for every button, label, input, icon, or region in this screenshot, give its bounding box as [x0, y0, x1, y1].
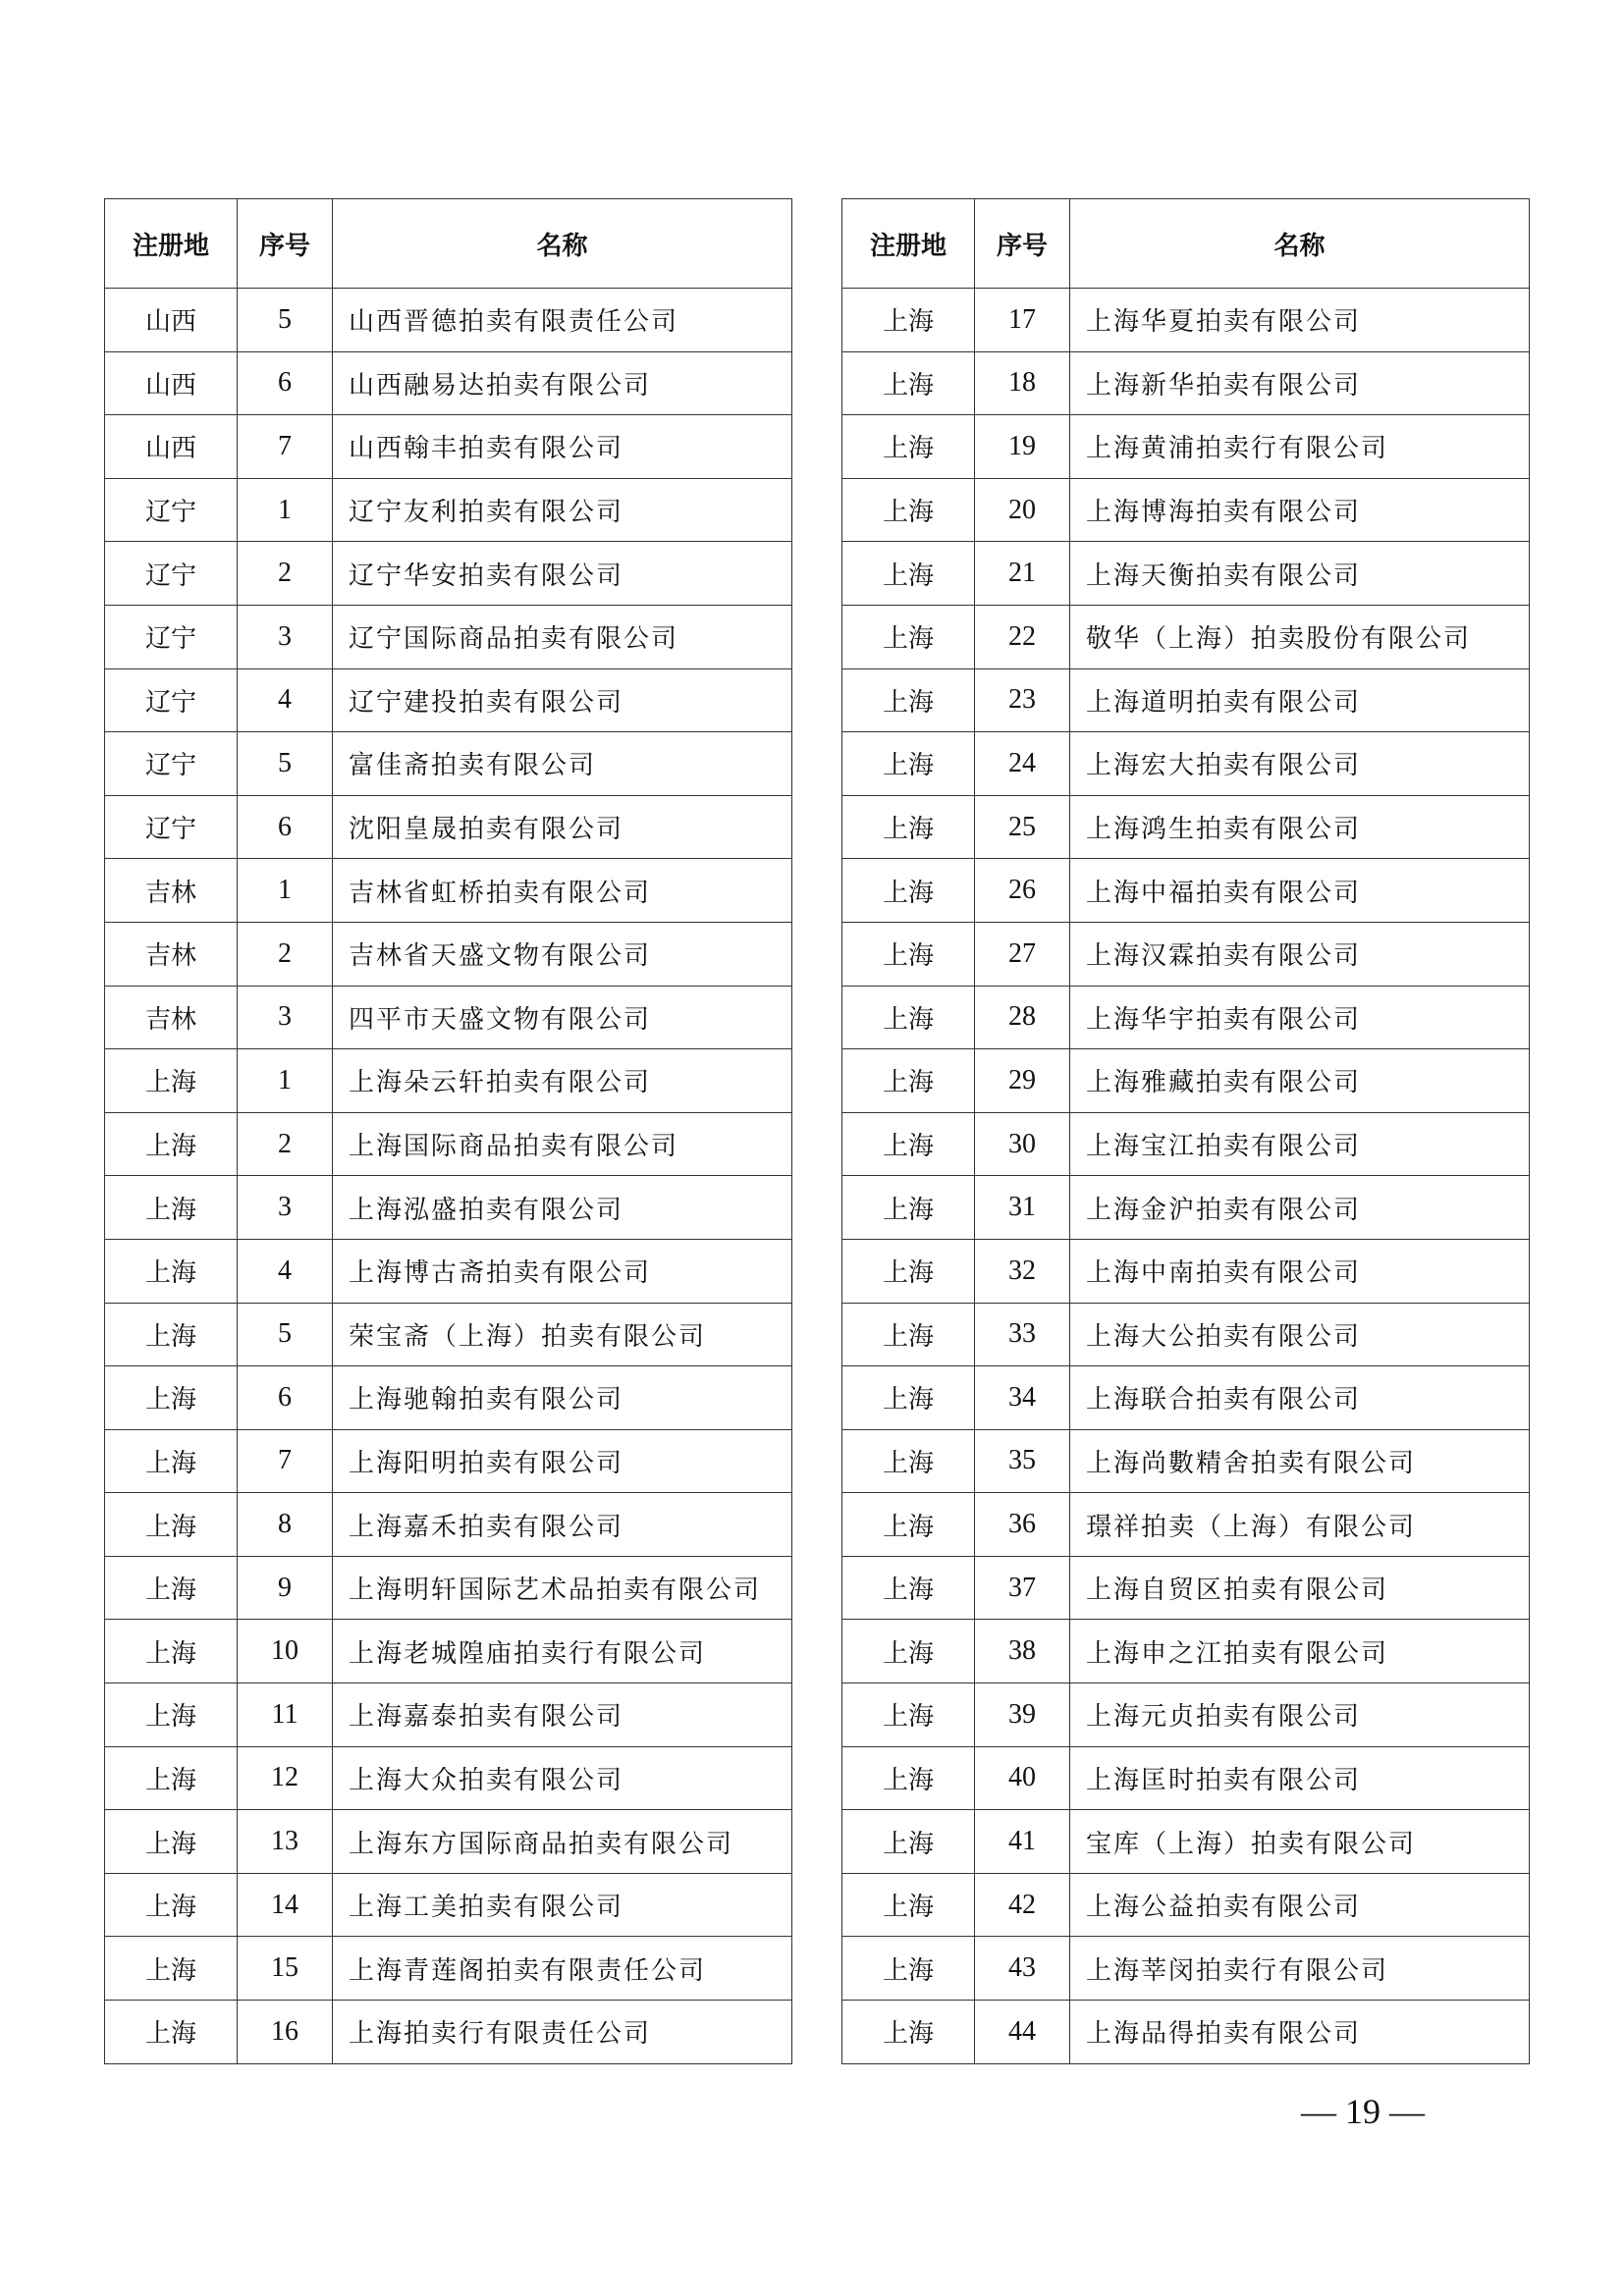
cell-company-name: 上海大公拍卖有限公司	[1070, 1303, 1530, 1366]
table-row	[842, 732, 1530, 796]
cell-company-name: 上海道明拍卖有限公司	[1070, 668, 1530, 732]
cell-company-name: 山西融易达拍卖有限公司	[333, 351, 792, 415]
cell-company-name: 上海泓盛拍卖有限公司	[333, 1176, 792, 1240]
cell-number: 22	[975, 605, 1070, 668]
cell-company-name: 上海阳明拍卖有限公司	[333, 1429, 792, 1493]
cell-number: 12	[238, 1746, 333, 1810]
cell-company-name: 吉林省虹桥拍卖有限公司	[333, 859, 792, 923]
cell-number: 27	[975, 922, 1070, 986]
cell-number: 32	[975, 1239, 1070, 1303]
header-region: 注册地	[105, 199, 238, 289]
table-row	[842, 478, 1530, 542]
cell-number: 16	[238, 2001, 333, 2064]
cell-region: 上海	[105, 1556, 238, 1620]
cell-region: 上海	[105, 1746, 238, 1810]
cell-company-name: 上海工美拍卖有限公司	[333, 1873, 792, 1937]
cell-company-name: 上海尚數精舍拍卖有限公司	[1070, 1429, 1530, 1493]
page-number: — 19 —	[1301, 2092, 1425, 2131]
table-row	[105, 1556, 792, 1620]
cell-number: 30	[975, 1112, 1070, 1176]
cell-region: 上海	[842, 478, 975, 542]
cell-company-name: 吉林省天盛文物有限公司	[333, 922, 792, 986]
cell-company-name: 辽宁友利拍卖有限公司	[333, 478, 792, 542]
table-row	[105, 1620, 792, 1683]
cell-company-name: 上海嘉泰拍卖有限公司	[333, 1683, 792, 1747]
table-row	[105, 1810, 792, 1874]
right-table-header-row	[842, 199, 1530, 289]
cell-number: 35	[975, 1429, 1070, 1493]
cell-region: 上海	[105, 1049, 238, 1113]
cell-company-name: 上海自贸区拍卖有限公司	[1070, 1556, 1530, 1620]
cell-number: 36	[975, 1493, 1070, 1557]
cell-region: 上海	[842, 1746, 975, 1810]
cell-company-name: 辽宁华安拍卖有限公司	[333, 542, 792, 606]
cell-company-name: 上海华夏拍卖有限公司	[1070, 289, 1530, 352]
header-region: 注册地	[842, 199, 975, 289]
table-row	[842, 1556, 1530, 1620]
cell-region: 山西	[105, 415, 238, 479]
cell-region: 上海	[105, 1239, 238, 1303]
cell-region: 上海	[842, 2001, 975, 2064]
cell-number: 26	[975, 859, 1070, 923]
cell-company-name: 上海博古斋拍卖有限公司	[333, 1239, 792, 1303]
table-row	[842, 1873, 1530, 1937]
table-row	[842, 1112, 1530, 1176]
cell-number: 14	[238, 1873, 333, 1937]
cell-number: 5	[238, 732, 333, 796]
cell-company-name: 上海宏大拍卖有限公司	[1070, 732, 1530, 796]
table-row	[105, 922, 792, 986]
cell-number: 23	[975, 668, 1070, 732]
cell-region: 上海	[842, 732, 975, 796]
table-row	[105, 1873, 792, 1937]
table-row	[842, 542, 1530, 606]
cell-number: 44	[975, 2001, 1070, 2064]
cell-number: 2	[238, 922, 333, 986]
left-table-header-row	[105, 199, 792, 289]
table-row	[105, 2001, 792, 2064]
cell-number: 4	[238, 1239, 333, 1303]
cell-company-name: 上海明轩国际艺术品拍卖有限公司	[333, 1556, 792, 1620]
cell-number: 6	[238, 351, 333, 415]
table-row	[842, 859, 1530, 923]
table-row	[842, 605, 1530, 668]
cell-number: 28	[975, 986, 1070, 1049]
cell-company-name: 上海嘉禾拍卖有限公司	[333, 1493, 792, 1557]
cell-number: 31	[975, 1176, 1070, 1240]
cell-number: 1	[238, 1049, 333, 1113]
cell-number: 6	[238, 795, 333, 859]
left-table	[104, 198, 792, 2064]
cell-company-name: 辽宁建投拍卖有限公司	[333, 668, 792, 732]
header-name: 名称	[1070, 199, 1530, 289]
cell-company-name: 上海博海拍卖有限公司	[1070, 478, 1530, 542]
table-row	[105, 1937, 792, 2001]
cell-region: 上海	[105, 1620, 238, 1683]
cell-company-name: 上海联合拍卖有限公司	[1070, 1366, 1530, 1430]
header-name: 名称	[333, 199, 792, 289]
table-row	[842, 1429, 1530, 1493]
table-row	[105, 1683, 792, 1747]
cell-company-name: 沈阳皇晟拍卖有限公司	[333, 795, 792, 859]
cell-company-name: 上海新华拍卖有限公司	[1070, 351, 1530, 415]
cell-region: 辽宁	[105, 795, 238, 859]
cell-number: 41	[975, 1810, 1070, 1874]
cell-number: 21	[975, 542, 1070, 606]
cell-number: 2	[238, 1112, 333, 1176]
table-row	[105, 1746, 792, 1810]
table-row	[842, 2001, 1530, 2064]
cell-region: 辽宁	[105, 478, 238, 542]
cell-company-name: 上海华宇拍卖有限公司	[1070, 986, 1530, 1049]
right-table-body	[842, 289, 1530, 2064]
cell-company-name: 上海天衡拍卖有限公司	[1070, 542, 1530, 606]
right-table	[841, 198, 1530, 2064]
cell-number: 17	[975, 289, 1070, 352]
table-row	[105, 1303, 792, 1366]
cell-number: 7	[238, 1429, 333, 1493]
cell-region: 上海	[105, 1683, 238, 1747]
cell-company-name: 敬华（上海）拍卖股份有限公司	[1070, 605, 1530, 668]
table-row	[105, 478, 792, 542]
table-row	[842, 1049, 1530, 1113]
cell-region: 上海	[842, 668, 975, 732]
cell-company-name: 上海品得拍卖有限公司	[1070, 2001, 1530, 2064]
table-row	[105, 1176, 792, 1240]
cell-region: 上海	[842, 1620, 975, 1683]
cell-region: 上海	[842, 1112, 975, 1176]
cell-number: 11	[238, 1683, 333, 1747]
table-row	[105, 1429, 792, 1493]
cell-company-name: 上海申之江拍卖有限公司	[1070, 1620, 1530, 1683]
cell-region: 辽宁	[105, 542, 238, 606]
cell-company-name: 上海雅藏拍卖有限公司	[1070, 1049, 1530, 1113]
cell-region: 辽宁	[105, 732, 238, 796]
cell-number: 39	[975, 1683, 1070, 1747]
cell-number: 7	[238, 415, 333, 479]
cell-number: 38	[975, 1620, 1070, 1683]
table-row	[842, 415, 1530, 479]
cell-number: 29	[975, 1049, 1070, 1113]
cell-region: 上海	[105, 1937, 238, 2001]
cell-company-name: 辽宁国际商品拍卖有限公司	[333, 605, 792, 668]
cell-region: 上海	[842, 351, 975, 415]
table-row	[105, 289, 792, 352]
cell-company-name: 上海莘闵拍卖行有限公司	[1070, 1937, 1530, 2001]
table-row	[105, 795, 792, 859]
cell-region: 上海	[842, 986, 975, 1049]
cell-number: 20	[975, 478, 1070, 542]
table-row	[842, 1746, 1530, 1810]
cell-region: 上海	[842, 1366, 975, 1430]
cell-region: 上海	[842, 1239, 975, 1303]
cell-company-name: 上海公益拍卖有限公司	[1070, 1873, 1530, 1937]
cell-number: 42	[975, 1873, 1070, 1937]
table-row	[842, 1366, 1530, 1430]
cell-company-name: 上海驰翰拍卖有限公司	[333, 1366, 792, 1430]
table-row	[105, 986, 792, 1049]
cell-company-name: 上海朵云轩拍卖有限公司	[333, 1049, 792, 1113]
cell-region: 山西	[105, 289, 238, 352]
cell-region: 上海	[842, 1493, 975, 1557]
cell-number: 18	[975, 351, 1070, 415]
table-row	[842, 986, 1530, 1049]
table-row	[842, 795, 1530, 859]
cell-company-name: 上海金沪拍卖有限公司	[1070, 1176, 1530, 1240]
table-row	[842, 289, 1530, 352]
cell-number: 13	[238, 1810, 333, 1874]
cell-number: 3	[238, 1176, 333, 1240]
cell-number: 37	[975, 1556, 1070, 1620]
cell-region: 吉林	[105, 986, 238, 1049]
header-number: 序号	[238, 199, 333, 289]
cell-region: 上海	[105, 1303, 238, 1366]
table-row	[842, 1620, 1530, 1683]
cell-region: 吉林	[105, 859, 238, 923]
cell-region: 上海	[842, 1556, 975, 1620]
cell-region: 上海	[105, 1493, 238, 1557]
cell-region: 上海	[105, 2001, 238, 2064]
cell-company-name: 璟祥拍卖（上海）有限公司	[1070, 1493, 1530, 1557]
cell-company-name: 上海宝江拍卖有限公司	[1070, 1112, 1530, 1176]
cell-region: 上海	[842, 1810, 975, 1874]
cell-company-name: 四平市天盛文物有限公司	[333, 986, 792, 1049]
cell-number: 24	[975, 732, 1070, 796]
cell-company-name: 上海国际商品拍卖有限公司	[333, 1112, 792, 1176]
cell-region: 上海	[842, 1937, 975, 2001]
cell-number: 10	[238, 1620, 333, 1683]
cell-number: 2	[238, 542, 333, 606]
cell-region: 上海	[842, 1429, 975, 1493]
cell-region: 上海	[842, 795, 975, 859]
cell-number: 43	[975, 1937, 1070, 2001]
cell-company-name: 山西翰丰拍卖有限公司	[333, 415, 792, 479]
cell-company-name: 上海拍卖行有限责任公司	[333, 2001, 792, 2064]
cell-number: 25	[975, 795, 1070, 859]
cell-region: 上海	[842, 1303, 975, 1366]
table-row	[842, 1810, 1530, 1874]
cell-number: 1	[238, 478, 333, 542]
table-row	[842, 668, 1530, 732]
cell-number: 3	[238, 986, 333, 1049]
cell-region: 上海	[105, 1112, 238, 1176]
cell-region: 上海	[842, 859, 975, 923]
cell-company-name: 山西晋德拍卖有限责任公司	[333, 289, 792, 352]
cell-company-name: 上海匡时拍卖有限公司	[1070, 1746, 1530, 1810]
table-row	[105, 351, 792, 415]
cell-region: 上海	[105, 1176, 238, 1240]
left-table-body	[105, 289, 792, 2064]
cell-number: 4	[238, 668, 333, 732]
cell-number: 9	[238, 1556, 333, 1620]
cell-region: 上海	[842, 1176, 975, 1240]
cell-company-name: 富佳斋拍卖有限公司	[333, 732, 792, 796]
table-row	[842, 922, 1530, 986]
table-row	[105, 415, 792, 479]
cell-number: 34	[975, 1366, 1070, 1430]
table-row	[842, 1683, 1530, 1747]
cell-number: 8	[238, 1493, 333, 1557]
table-row	[842, 1937, 1530, 2001]
cell-region: 上海	[105, 1366, 238, 1430]
table-row	[842, 1493, 1530, 1557]
table-row	[842, 1176, 1530, 1240]
cell-region: 上海	[105, 1810, 238, 1874]
cell-region: 辽宁	[105, 668, 238, 732]
cell-company-name: 上海鸿生拍卖有限公司	[1070, 795, 1530, 859]
cell-number: 33	[975, 1303, 1070, 1366]
cell-company-name: 上海黄浦拍卖行有限公司	[1070, 415, 1530, 479]
table-row	[105, 1049, 792, 1113]
table-row	[105, 668, 792, 732]
table-row	[105, 1112, 792, 1176]
cell-company-name: 上海中南拍卖有限公司	[1070, 1239, 1530, 1303]
cell-number: 1	[238, 859, 333, 923]
table-row	[105, 1366, 792, 1430]
table-row	[105, 859, 792, 923]
table-row	[842, 1303, 1530, 1366]
table-row	[842, 351, 1530, 415]
header-number: 序号	[975, 199, 1070, 289]
cell-number: 3	[238, 605, 333, 668]
cell-company-name: 上海东方国际商品拍卖有限公司	[333, 1810, 792, 1874]
cell-company-name: 上海元贞拍卖有限公司	[1070, 1683, 1530, 1747]
cell-region: 吉林	[105, 922, 238, 986]
cell-region: 上海	[842, 289, 975, 352]
cell-region: 上海	[842, 542, 975, 606]
cell-number: 6	[238, 1366, 333, 1430]
cell-region: 上海	[842, 605, 975, 668]
cell-region: 上海	[842, 1873, 975, 1937]
cell-number: 15	[238, 1937, 333, 2001]
cell-region: 山西	[105, 351, 238, 415]
cell-region: 上海	[105, 1873, 238, 1937]
cell-number: 40	[975, 1746, 1070, 1810]
table-row	[842, 1239, 1530, 1303]
table-row	[105, 542, 792, 606]
table-row	[105, 732, 792, 796]
cell-region: 上海	[842, 415, 975, 479]
cell-region: 上海	[842, 1049, 975, 1113]
cell-region: 上海	[842, 1683, 975, 1747]
cell-company-name: 上海青莲阁拍卖有限责任公司	[333, 1937, 792, 2001]
cell-region: 上海	[105, 1429, 238, 1493]
table-row	[105, 605, 792, 668]
cell-company-name: 荣宝斋（上海）拍卖有限公司	[333, 1303, 792, 1366]
cell-company-name: 宝库（上海）拍卖有限公司	[1070, 1810, 1530, 1874]
cell-number: 5	[238, 289, 333, 352]
cell-company-name: 上海大众拍卖有限公司	[333, 1746, 792, 1810]
cell-company-name: 上海中福拍卖有限公司	[1070, 859, 1530, 923]
cell-number: 19	[975, 415, 1070, 479]
cell-region: 辽宁	[105, 605, 238, 668]
cell-company-name: 上海老城隍庙拍卖行有限公司	[333, 1620, 792, 1683]
cell-region: 上海	[842, 922, 975, 986]
cell-company-name: 上海汉霖拍卖有限公司	[1070, 922, 1530, 986]
cell-number: 5	[238, 1303, 333, 1366]
table-row	[105, 1239, 792, 1303]
table-row	[105, 1493, 792, 1557]
